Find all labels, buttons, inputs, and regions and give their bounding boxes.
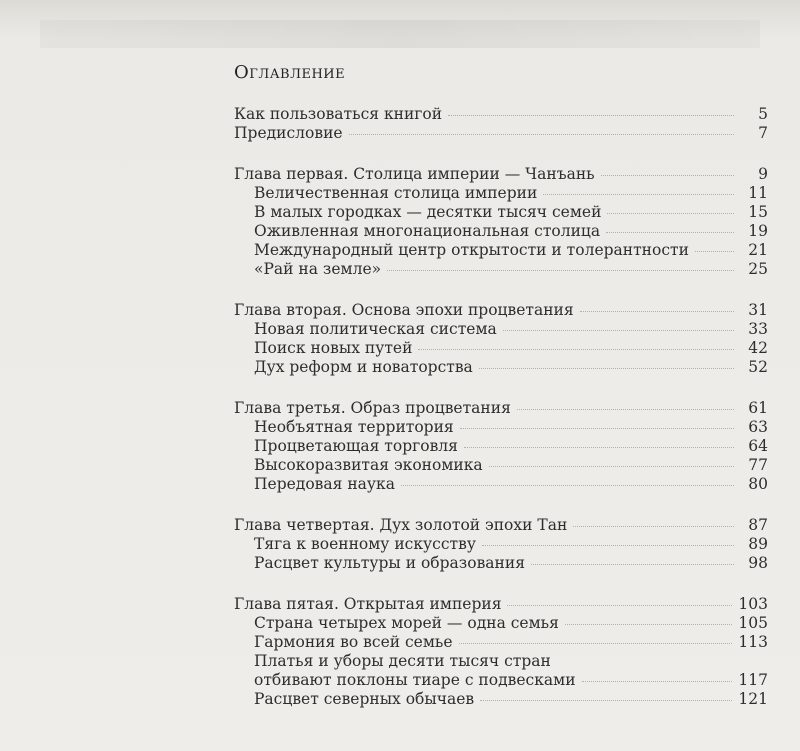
toc-leader xyxy=(573,525,734,527)
toc-page-number: 15 xyxy=(748,203,768,221)
toc-leader xyxy=(459,642,733,644)
toc-entry-title: Как пользоваться книгой xyxy=(234,105,443,123)
toc-entry-section xyxy=(234,535,768,554)
toc-entry-title: Величественная столица империи xyxy=(254,184,538,202)
toc-leader xyxy=(503,329,734,331)
toc-leader xyxy=(601,174,734,176)
toc-entry-title: В малых городках — десятки тысяч семей xyxy=(254,203,602,221)
toc-leader xyxy=(460,427,734,429)
toc-entry-title: Тяга к военному искусству xyxy=(254,535,476,553)
toc-entry-title: «Рай на земле» xyxy=(254,260,382,278)
toc-leader xyxy=(582,680,733,682)
toc-heading: Оглавление xyxy=(234,62,346,83)
toc-entry-section xyxy=(234,614,768,633)
toc-group xyxy=(234,165,768,279)
toc-entry-section xyxy=(234,652,768,671)
toc-entry-section xyxy=(234,671,768,690)
toc-entry-title: Расцвет северных обычаев xyxy=(254,690,475,708)
toc-entry-section xyxy=(234,358,768,377)
toc-leader xyxy=(695,250,734,252)
toc-entry-title: Международный центр открытости и толерантности xyxy=(254,241,689,259)
toc-page-number: 21 xyxy=(748,241,768,259)
toc-entry-title: Расцвет культуры и образования xyxy=(254,554,525,572)
toc-page-number: 80 xyxy=(748,475,768,493)
toc-page-number: 105 xyxy=(738,614,768,632)
toc-entry-section xyxy=(234,241,768,260)
toc-entry-title: Глава первая. Столица империи — Чанъань xyxy=(234,165,595,183)
toc-entry-section xyxy=(234,554,768,573)
toc-entry-section xyxy=(234,320,768,339)
toc-entry-title: Платья и уборы десяти тысяч стран xyxy=(254,652,551,670)
toc-entry-chapter xyxy=(234,165,768,184)
toc-leader xyxy=(607,212,734,214)
toc-leader xyxy=(517,408,734,410)
toc-entry-section xyxy=(234,475,768,494)
toc-entry-title: Необъятная территория xyxy=(254,418,454,436)
toc-entry-title: Страна четырех морей — одна семья xyxy=(254,614,559,632)
toc-entry-chapter xyxy=(234,301,768,320)
toc-page-number: 98 xyxy=(748,554,768,572)
toc-entry-title: Глава четвертая. Дух золотой эпохи Тан xyxy=(234,516,568,534)
toc-entry-title: Предисловие xyxy=(234,124,343,142)
toc-page-number: 63 xyxy=(748,418,768,436)
toc-page-number: 87 xyxy=(748,516,768,534)
toc-entry-chapter xyxy=(234,399,768,418)
toc-entry-section xyxy=(234,418,768,437)
toc-group xyxy=(234,516,768,573)
toc-page-number: 121 xyxy=(738,690,768,708)
toc-entry-section xyxy=(234,437,768,456)
toc-entry-title: Процветающая торговля xyxy=(254,437,458,455)
toc-entry-chapter xyxy=(234,105,768,124)
toc-leader xyxy=(418,348,734,350)
toc-page-number: 103 xyxy=(738,595,768,613)
toc-entry-chapter xyxy=(234,595,768,614)
toc-leader xyxy=(557,662,734,663)
toc-entry-section xyxy=(234,222,768,241)
toc-entry-section xyxy=(234,203,768,222)
toc-page-number: 52 xyxy=(748,358,768,376)
table-of-contents xyxy=(234,62,768,731)
toc-group xyxy=(234,105,768,143)
toc-leader xyxy=(479,367,734,369)
toc-entry-chapter xyxy=(234,516,768,535)
toc-leader xyxy=(482,544,734,546)
toc-page-number: 31 xyxy=(748,301,768,319)
toc-page-number: 117 xyxy=(738,671,768,689)
toc-page-number: 25 xyxy=(748,260,768,278)
toc-entry-title: Высокоразвитая экономика xyxy=(254,456,483,474)
toc-entry-section xyxy=(234,184,768,203)
toc-entry-title: Оживленная многонациональная столица xyxy=(254,222,601,240)
toc-entry-title: Новая политическая система xyxy=(254,320,497,338)
toc-entry-chapter xyxy=(234,124,768,143)
toc-group xyxy=(234,595,768,709)
toc-leader xyxy=(531,563,734,565)
toc-entry-title: Гармония во всей семье xyxy=(254,633,453,651)
toc-leader xyxy=(387,269,734,271)
toc-leader xyxy=(565,623,733,625)
toc-page-number: 77 xyxy=(748,456,768,474)
toc-page-number: 11 xyxy=(748,184,768,202)
toc-leader xyxy=(489,465,734,467)
toc-page-number: 33 xyxy=(748,320,768,338)
toc-entry-title: Поиск новых путей xyxy=(254,339,413,357)
toc-leader xyxy=(606,231,734,233)
toc-page-number: 113 xyxy=(738,633,768,651)
toc-entry-section xyxy=(234,690,768,709)
toc-leader xyxy=(349,133,734,135)
toc-leader xyxy=(401,484,734,486)
show-through-band xyxy=(40,20,760,48)
toc-entry-section xyxy=(234,456,768,475)
toc-entry-title: Дух реформ и новаторства xyxy=(254,358,473,376)
toc-entry-title: Передовая наука xyxy=(254,475,395,493)
toc-page-number: 42 xyxy=(748,339,768,357)
toc-page-number: 9 xyxy=(758,165,768,183)
toc-entry-section xyxy=(234,633,768,652)
toc-entry-title: Глава вторая. Основа эпохи процветания xyxy=(234,301,574,319)
toc-leader xyxy=(464,446,734,448)
toc-leader xyxy=(480,699,732,701)
toc-leader xyxy=(507,604,732,606)
toc-groups xyxy=(234,105,768,709)
toc-entry-title: Глава пятая. Открытая империя xyxy=(234,595,502,613)
toc-leader xyxy=(543,193,734,195)
toc-group xyxy=(234,399,768,494)
toc-entry-title: Глава третья. Образ процветания xyxy=(234,399,511,417)
toc-page-number: 19 xyxy=(748,222,768,240)
toc-leader xyxy=(580,310,734,312)
toc-leader xyxy=(448,114,734,116)
toc-entry-title: отбивают поклоны тиаре с подвесками xyxy=(254,671,576,689)
toc-page-number: 64 xyxy=(748,437,768,455)
toc-page-number: 61 xyxy=(748,399,768,417)
toc-group xyxy=(234,301,768,377)
toc-page-number: 5 xyxy=(758,105,768,123)
toc-page-number: 7 xyxy=(758,124,768,142)
toc-entry-section xyxy=(234,339,768,358)
toc-entry-section xyxy=(234,260,768,279)
toc-page-number: 89 xyxy=(748,535,768,553)
